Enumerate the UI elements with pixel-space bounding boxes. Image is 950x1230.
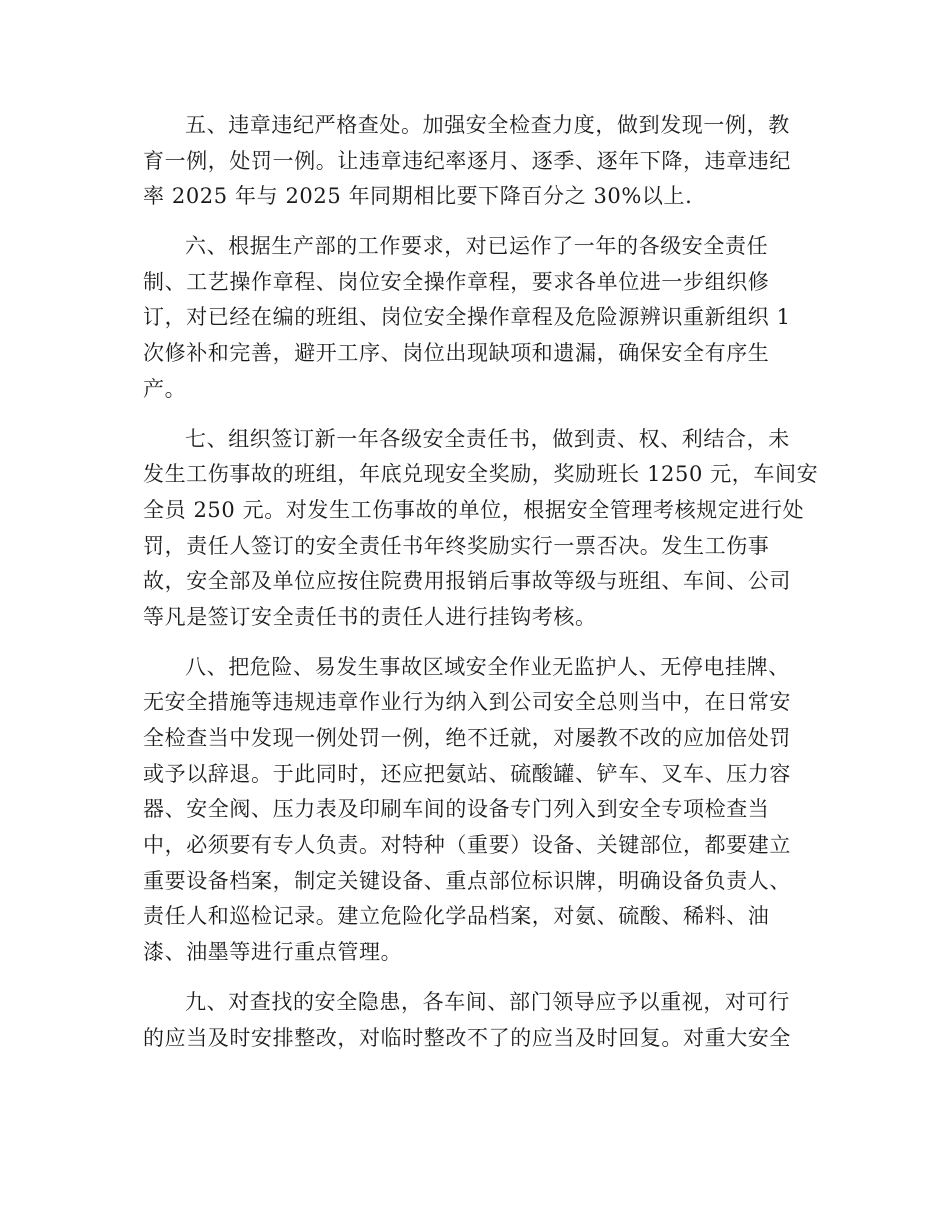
paragraph-5 <box>143 108 803 215</box>
text-line: 九、对查找的安全隐患，各车间、部门领导应予以重视，对可行 <box>185 989 790 1014</box>
text-line: 率 2025 年与 2025 年同期相比要下降百分之 30%以上. <box>143 184 693 209</box>
text-line: 中，必须要有专人负责。对特种（重要）设备、关键部位，都要建立 <box>143 833 791 858</box>
text-line: 重要设备档案，制定关键设备、重点部位标识牌，明确设备负责人、 <box>143 868 791 893</box>
paragraph-7 <box>143 422 819 636</box>
text-line: 无安全措施等违规违章作业行为纳入到公司安全总则当中，在日常安 <box>143 690 791 715</box>
text-line: 八、把危险、易发生事故区域安全作业无监护人、无停电挂牌、 <box>185 654 790 679</box>
text-line: 等凡是签订安全责任书的责任人进行挂钩考核。 <box>143 604 597 629</box>
text-line: 制、工艺操作章程、岗位安全操作章程，要求各单位进一步组织修 <box>143 269 770 294</box>
text-line: 器、安全阀、压力表及印刷车间的设备专门列入到安全专项检查当 <box>143 797 770 822</box>
paragraph-6 <box>143 229 803 407</box>
text-line: 责任人和巡检记录。建立危险化学品档案，对氨、硫酸、稀料、油 <box>143 904 770 929</box>
text-line: 故，安全部及单位应按住院费用报销后事故等级与班组、车间、公司 <box>143 569 791 594</box>
text-line: 次修补和完善，避开工序、岗位出现缺项和遗漏，确保安全有序生 <box>143 341 770 366</box>
text-line: 全检查当中发现一例处罚一例，绝不迁就，对屡教不改的应加倍处罚 <box>143 726 791 750</box>
text-line: 七、组织签订新一年各级安全责任书，做到责、权、利结合，未 <box>185 426 790 451</box>
text-line: 五、违章违纪严格查处。加强安全检查力度，做到发现一例，教 <box>185 113 790 137</box>
paragraph-8 <box>143 650 803 971</box>
paragraph-9 <box>143 985 803 1056</box>
text-line: 的应当及时安排整改，对临时整改不了的应当及时回复。对重大安全 <box>143 1025 791 1050</box>
text-line: 发生工伤事故的班组，年底兑现安全奖励，奖励班长 1250 元，车间安 <box>143 462 819 487</box>
text-line: 全员 250 元。对发生工伤事故的单位，根据安全管理考核规定进行处 <box>143 497 805 522</box>
document-body <box>143 108 819 1070</box>
text-line: 订，对已经在编的班组、岗位安全操作章程及危险源辨识重新组织 1 <box>143 305 791 330</box>
text-line: 罚，责任人签订的安全责任书年终奖励实行一票否决。发生工伤事 <box>143 533 770 558</box>
text-line: 育一例，处罚一例。让违章违纪率逐月、逐季、逐年下降，违章违纪 <box>143 148 791 173</box>
text-line: 产。 <box>143 376 187 401</box>
text-line: 漆、油墨等进行重点管理。 <box>143 940 403 965</box>
text-line: 六、根据生产部的工作要求，对已运作了一年的各级安全责任 <box>185 234 769 259</box>
text-line: 或予以辞退。于此同时，还应把氨站、硫酸罐、铲车、叉车、压力容 <box>143 761 791 786</box>
